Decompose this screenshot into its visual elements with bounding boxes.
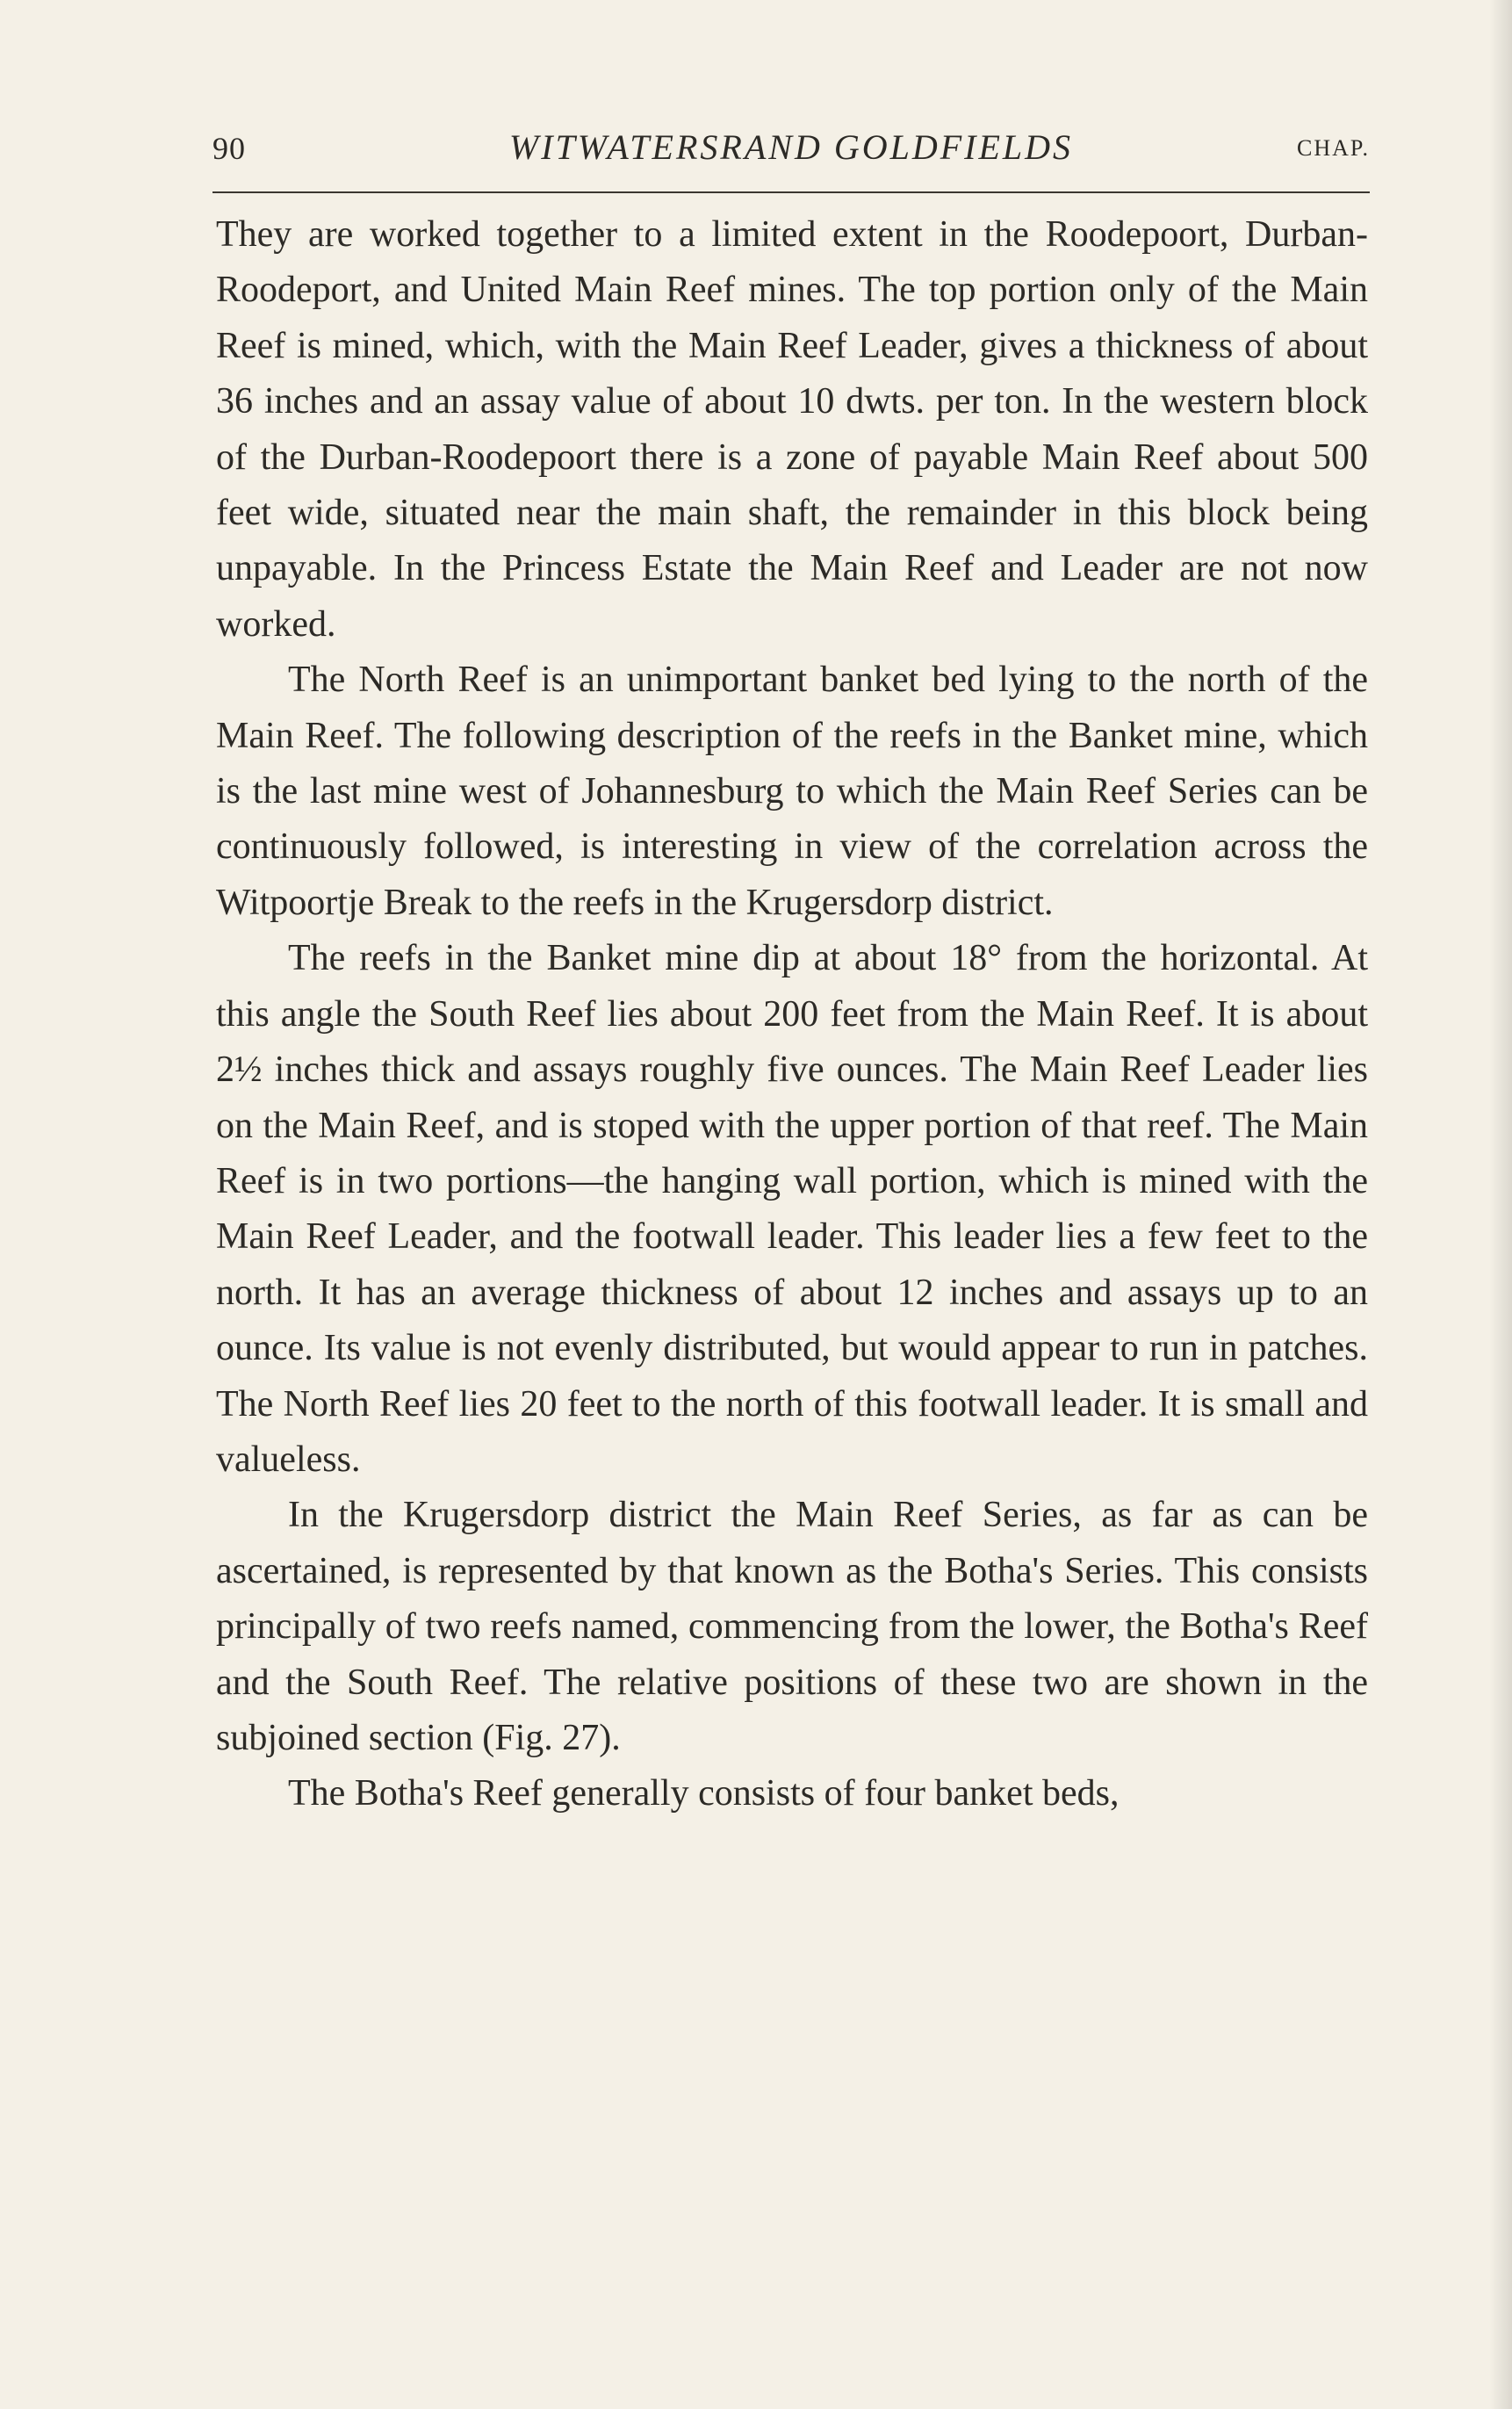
paragraph-5: The Botha's Reef generally consists of four banket beds,	[288, 1773, 1120, 1814]
page-edge-shadow	[1489, 0, 1512, 2409]
paragraph-1: They are worked together to a limited extent in the Roodepoort, Durban-Roodeport, and United Main Reef mines. The top portion only of the Main Reef is mined, which, with the Main Reef Leader, gives a thickness of about 36 inches and an assay value of about 10 dwts. per ton. In the western block of the Durban-Roodepoort there is a zone of payable Main Reef about 500 feet wide, situated near the main shaft, the remainder in this block being unpayable. In the Princess Estate the Main Reef and Leader are not now worked.	[216, 214, 1368, 645]
chapter-label: CHAP.	[1297, 135, 1370, 161]
page-header	[212, 125, 1370, 177]
paragraph-3: The reefs in the Banket mine dip at about 18° from the horizontal. At this angle the South Reef lies about 200 feet from the Main Reef. It is about 2½ inches thick and assays roughly five ounces. The Main Reef Leader lies on the Main Reef, and is stoped with the upper portion of that reef. The Main Reef is in two portions—the hanging wall portion, which is mined with the Main Reef Leader, and the footwall leader. This leader lies a few feet to the north. It has an average thickness of about 12 inches and assays up to an ounce. Its value is not evenly distributed, but would appear to run in patches. The North Reef lies 20 feet to the north of this footwall leader. It is small and valueless.	[216, 938, 1368, 1480]
header-rule	[212, 191, 1370, 193]
page-number: 90	[212, 131, 246, 166]
body-text	[216, 207, 1368, 1822]
paragraph-4: In the Krugersdorp district the Main Reef Series, as far as can be ascertained, is represented by that known as the Botha's Series. This consists principally of two reefs named, commencing from the lower, the Botha's Reef and the South Reef. The relative positions of these two are shown in the subjoined section (Fig. 27).	[216, 1495, 1368, 1758]
running-title: WITWATERSRAND GOLDFIELDS	[508, 127, 1074, 167]
paragraph-2: The North Reef is an unimportant banket bed lying to the north of the Main Reef. The following description of the reefs in the Banket mine, which is the last mine west of Johannesburg to which the Main Reef Series can be continuously followed, is interesting in view of the correlation across the Witpoortje Break to the reefs in the Krugersdorp district.	[216, 660, 1368, 923]
